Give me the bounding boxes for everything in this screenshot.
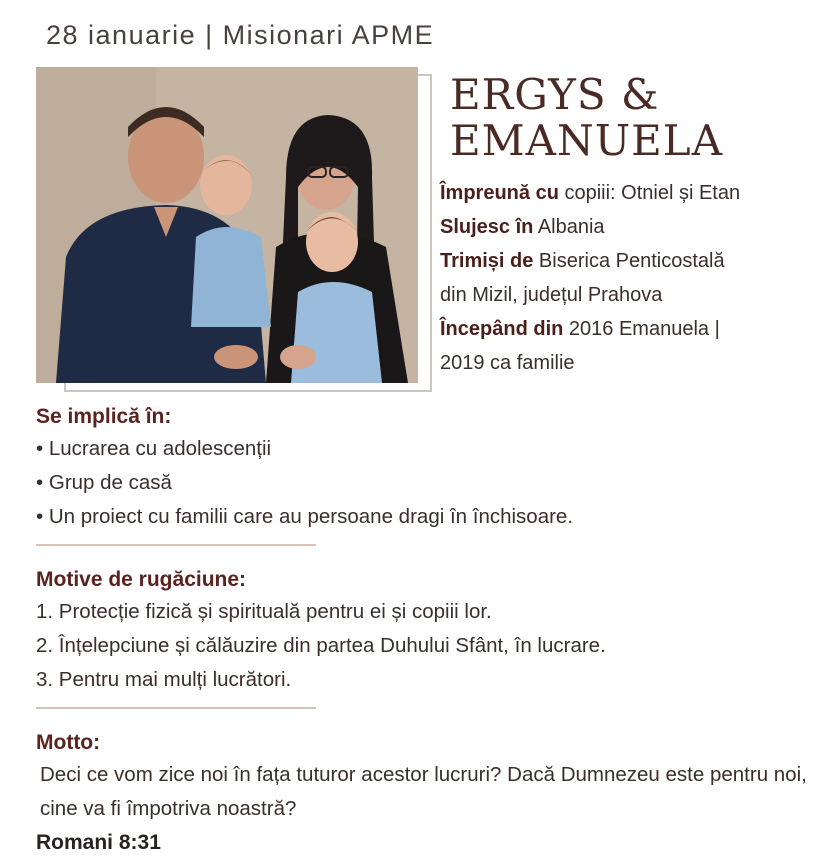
fact-sent-by: Trimiși de Biserica Penticostală bbox=[440, 250, 725, 272]
fact-together-with: Împreună cu copiii: Otniel și Etan bbox=[440, 182, 741, 204]
prayer-heading: Motive de rugăciune: bbox=[36, 568, 247, 591]
facts-block bbox=[440, 176, 830, 380]
divider bbox=[36, 707, 316, 709]
fact-since-cont: 2019 ca familie bbox=[440, 352, 575, 374]
involvement-heading: Se implică în: bbox=[36, 405, 172, 428]
missionaries-name bbox=[450, 72, 723, 164]
motto-text: Deci ce vom zice noi în fața tuturor acestor lucruri? Dacă Dumnezeu este pentru noi, cine va fi împotriva noastră? bbox=[40, 763, 807, 820]
divider bbox=[36, 544, 316, 546]
prayer-item: 1. Protecție fizică și spirituală pentru ei și copiii lor. bbox=[36, 600, 492, 623]
name-line-2: EMANUELA bbox=[450, 116, 724, 165]
involvement-item: • Lucrarea cu adolescenții bbox=[36, 437, 272, 460]
motto-section bbox=[36, 728, 826, 860]
fact-since: Începând din 2016 Emanuela | bbox=[440, 318, 720, 340]
involvement-item: • Un proiect cu familii care au persoane dragi în închisoare. bbox=[36, 505, 574, 528]
prayer-item: 2. Înțelepciune și călăuzire din partea Duhului Sfânt, în lucrare. bbox=[36, 634, 606, 657]
fact-serve-in: Slujesc în Albania bbox=[440, 216, 605, 238]
involvement-section bbox=[36, 402, 826, 534]
page-header: 28 ianuarie | Misionari APME bbox=[46, 20, 435, 50]
family-photo bbox=[36, 67, 418, 383]
motto-heading: Motto: bbox=[36, 731, 101, 754]
prayer-item: 3. Pentru mai mulți lucrători. bbox=[36, 668, 292, 691]
prayer-section bbox=[36, 565, 826, 697]
fact-sent-by-cont: din Mizil, județul Prahova bbox=[440, 284, 663, 306]
involvement-item: • Grup de casă bbox=[36, 471, 172, 494]
motto-reference: Romani 8:31 bbox=[36, 831, 161, 854]
name-line-1: ERGYS & bbox=[450, 70, 660, 119]
family-photo-illustration bbox=[36, 67, 418, 383]
